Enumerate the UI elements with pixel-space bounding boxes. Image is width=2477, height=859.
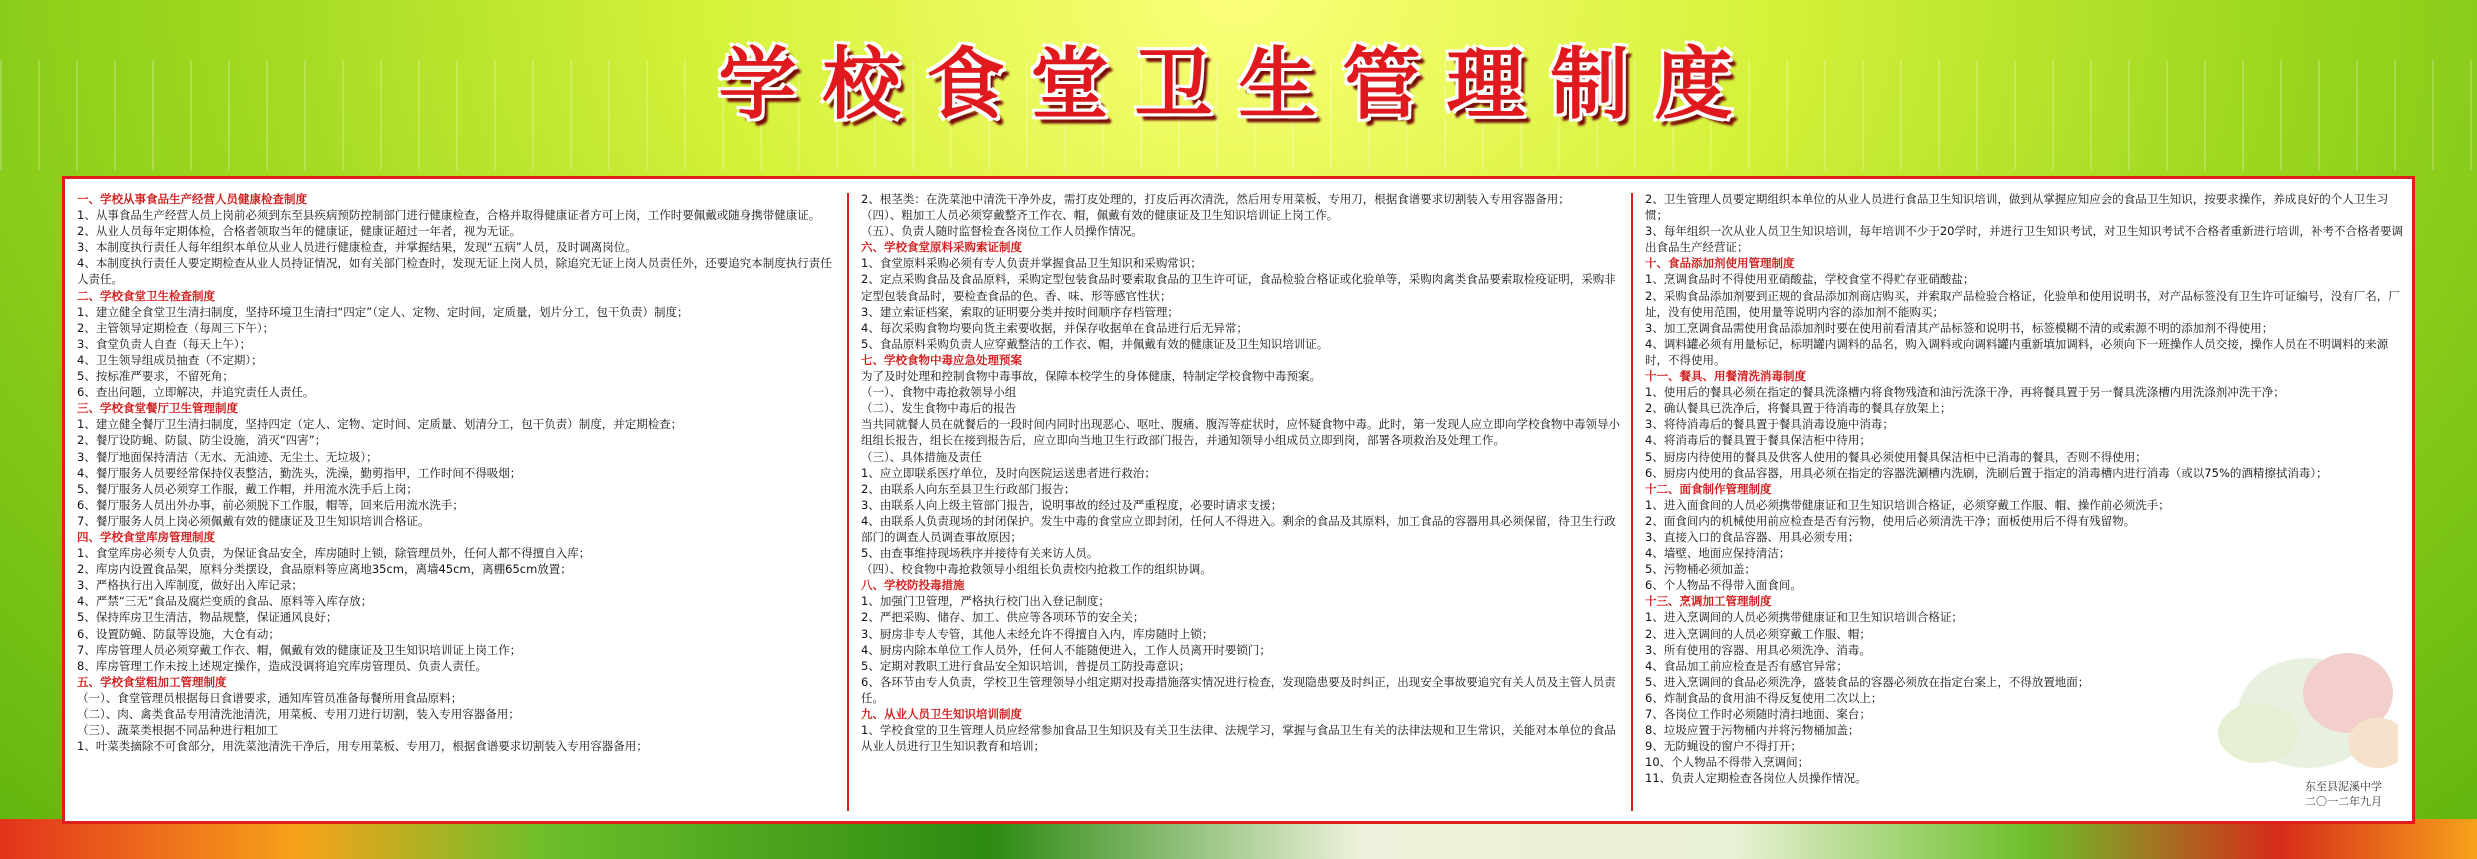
rule-line: 6、各环节由专人负责，学校卫生管理领导小组定期对投毒措施落实情况进行检查，发现隐患要及时纠正，出现安全事故要追究有关人员及主管人员责任。 xyxy=(861,674,1616,705)
rule-line: 4、墙壁、地面应保持清洁； xyxy=(1645,546,1791,561)
rule-line: 5、污物桶必须加盖； xyxy=(1645,562,1756,577)
rule-line: 3、加工烹调食品需使用食品添加剂时要在使用前看清其产品标签和说明书，标签模糊不清的或索源不明的添加剂不得使用； xyxy=(1645,320,2274,335)
rule-line: 6、炸制食品的食用油不得反复使用二次以上； xyxy=(1645,690,1883,705)
rule-line: 1、建立健全餐厅卫生清扫制度，坚持四定（定人、定物、定时间、定质量、划清分工，包干负责）制度，并定期检查； xyxy=(77,417,683,432)
section-heading: 三、学校食堂餐厅卫生管理制度 xyxy=(77,401,238,416)
rule-line: 5、进入烹调间的食品必须洗净，盛装食品的容器必须放在指定台案上，不得放置地面； xyxy=(1645,674,2090,689)
rule-line: 9、无防蝇设的窗户不得打开； xyxy=(1645,739,1802,754)
rule-line: 5、按标准严要求，不留死角； xyxy=(77,369,234,384)
poster-title: 学校食堂卫生管理制度 xyxy=(718,40,1759,130)
rule-line: 1、进入面食间的人员必须携带健康证和卫生知识培训合格证，必须穿戴工作服、帽、操作前必须洗手； xyxy=(1645,497,2170,512)
rule-line: 4、严禁“三无”食品及腐烂变质的食品、原料等入库存放； xyxy=(77,594,373,609)
rule-line: 2、进入烹调间的人员必须穿戴工作服、帽； xyxy=(1645,626,1871,641)
section-heading: 一、学校从事食品生产经营人员健康检查制度 xyxy=(77,192,307,206)
rule-line: 5、由查事维持现场秩序并接待有关来访人员。 xyxy=(861,546,1099,561)
rule-line: 2、定点采购食品及食品原料，采购定型包装食品时要索取食品的卫生许可证，食品检验合格证或化验单等，采购肉禽类食品要索取检疫证明，采购非定型包装食品时，要检查食品的色、香、味、形等感官性状； xyxy=(861,272,1616,303)
signature-date: 二〇一二年九月 xyxy=(2305,795,2382,808)
rule-line: 1、进入烹调间的人员必须携带健康证和卫生知识培训合格证； xyxy=(1645,610,1963,625)
rule-line: 4、由联系人负责现场的封闭保护。发生中毒的食堂应立即封闭，任何人不得进入。剩余的食品及其原料，加工食品的容器用具必须保留，待卫生行政部门的调查人员调查事故原因； xyxy=(861,513,1616,544)
rule-line: 8、库房管理工作未按上述规定操作，造成没调将追究库房管理员、负责人责任。 xyxy=(77,658,487,673)
rule-line: （三）、蔬菜类根据不同品种进行粗加工 xyxy=(77,723,279,738)
rule-line: （一）、食堂管理员根据每日食谱要求，通知库管员准备每餐所用食品原料； xyxy=(77,690,463,705)
section-heading: 二、学校食堂卫生检查制度 xyxy=(77,288,215,303)
rule-line: 2、从业人员每年定期体检，合格者领取当年的健康证，健康证超过一年者，视为无证。 xyxy=(77,224,522,239)
rule-line: 7、餐厅服务人员上岗必须佩戴有效的健康证及卫生知识培训合格证。 xyxy=(77,513,430,528)
section-heading: 六、学校食堂原料采购索证制度 xyxy=(861,240,1022,255)
rule-line: 2、卫生管理人员要定期组织本单位的从业人员进行食品卫生知识培训，做到从掌握应知应会的食品卫生知识，按要求操作，养成良好的个人卫生习惯； xyxy=(1645,192,2389,223)
rule-line: 1、烹调食品时不得使用亚硝酸盐，学校食堂不得贮存亚硝酸盐； xyxy=(1645,272,1975,287)
column-1 xyxy=(77,191,837,815)
rule-line: 3、所有使用的容器、用具必须洗净、消毒。 xyxy=(1645,642,1871,657)
section-heading: 八、学校防投毒措施 xyxy=(861,578,965,593)
section-heading: 七、学校食物中毒应急处理预案 xyxy=(861,352,1022,367)
rule-line: 4、餐厅服务人员要经常保持仪表整洁，勤洗头，洗澡，勤剪指甲，工作时间不得吸烟； xyxy=(77,465,522,480)
rule-line: 2、面食间内的机械使用前应检查是否有污物，使用后必须清洗干净；面板使用后不得有残留物。 xyxy=(1645,513,2136,528)
rule-line: 10、个人物品不得带入烹调间； xyxy=(1645,755,1810,770)
rule-line: 1、食堂库房必须专人负责，为保证食品安全，库房随时上锁，除管理员外，任何人都不得擅自入库； xyxy=(77,546,591,561)
rule-line: 1、从事食品生产经营人员上岗前必须到东至县疾病预防控制部门进行健康检查，合格并取得健康证者方可上岗，工作时要佩戴或随身携带健康证。 xyxy=(77,208,821,223)
rule-line: （二）、发生食物中毒后的报告 xyxy=(861,401,1017,416)
rule-line: 5、餐厅服务人员必须穿工作服，戴工作帽，并用流水洗手后上岗； xyxy=(77,481,418,496)
rule-line: 3、餐厅地面保持清洁（无水、无油迹、无尘土、无垃圾）； xyxy=(77,449,378,464)
rule-line: 3、严格执行出入库制度，做好出入库记录； xyxy=(77,578,303,593)
rule-line: 7、各岗位工作时必须随时清扫地面、案台； xyxy=(1645,707,1871,721)
rule-line: 1、叶菜类摘除不可食部分，用洗菜池清洗干净后，用专用菜板、专用刀，根据食谱要求切割装入专用容器备用； xyxy=(77,739,648,754)
rule-line: 2、主管领导定期检查（每周三下午）； xyxy=(77,320,275,335)
column-divider-2 xyxy=(1631,193,1633,811)
section-heading: 四、学校食堂库房管理制度 xyxy=(77,529,215,544)
signature-org: 东至县泥溪中学 xyxy=(2305,780,2382,793)
rule-line: 5、食品原料采购负责人应穿戴整洁的工作衣、帽，并佩戴有效的健康证及卫生知识培训证。 xyxy=(861,336,1329,351)
rule-line: 1、使用后的餐具必须在指定的餐具洗涤槽内将食物残渣和油污洗涤干净，再将餐具置于另一餐具洗涤槽内用洗涤剂冲洗干净； xyxy=(1645,385,2285,400)
rule-line: 5、定期对教职工进行食品安全知识培训，普提员工防投毒意识； xyxy=(861,658,1191,673)
section-heading: 九、从业人员卫生知识培训制度 xyxy=(861,707,1022,721)
rule-line: 2、根茎类：在洗菜池中清洗干净外皮，需打皮处理的，打皮后再次清洗，然后用专用菜板、专用刀，根据食谱要求切割装入专用容器备用； xyxy=(861,192,1570,206)
rule-line: 为了及时处理和控制食物中毒事故，保障本校学生的身体健康，特制定学校食物中毒预案。 xyxy=(861,369,1321,384)
rule-line: 4、将消毒后的餐具置于餐具保洁柜中待用； xyxy=(1645,433,1871,448)
rule-line: 8、垃圾应置于污物桶内并将污物桶加盖； xyxy=(1645,723,1860,738)
rule-line: （五）、负责人随时监督检查各岗位工作人员操作情况。 xyxy=(861,224,1143,239)
rule-line: （四）、校食物中毒抢救领导小组组长负责校内抢救工作的组织协调。 xyxy=(861,562,1212,577)
column-2 xyxy=(861,191,1621,815)
rule-line: 2、库房内设置食品架，原料分类摆设，食品原料等应离地35cm，离墙45cm，离棚65cm放置； xyxy=(77,562,572,577)
rule-line: （四）、粗加工人员必须穿戴整齐工作衣、帽，佩戴有效的健康证及卫生知识培训证上岗工作。 xyxy=(861,208,1339,223)
rule-line: 2、确认餐具已洗净后，将餐具置于待消毒的餐具存放架上； xyxy=(1645,401,1952,416)
rule-line: 2、餐厅设防蝇、防鼠、防尘设施，消灭“四害”； xyxy=(77,433,327,448)
rule-line: 3、由联系人向上级主管部门报告，说明事故的经过及严重程度，必要时请求支援； xyxy=(861,497,1283,512)
section-heading: 十一、餐具、用餐清洗消毒制度 xyxy=(1645,369,1806,384)
rule-line: 6、厨房内使用的食品容器，用具必须在指定的容器洗涮槽内洗刷，洗刷后置于指定的消毒槽内进行消毒（或以75%的酒精擦拭消毒）； xyxy=(1645,465,2328,480)
rule-line: 5、厨房内待使用的餐具及供客人使用的餐具必须使用餐具保洁柜中已消毒的餐具，否则不得使用； xyxy=(1645,449,2147,464)
rule-line: （一）、食物中毒抢救领导小组 xyxy=(861,385,1017,400)
column-divider-1 xyxy=(847,193,849,811)
rule-line: 7、库房管理人员必须穿戴工作衣、帽，佩戴有效的健康证及卫生知识培训证上岗工作； xyxy=(77,642,522,657)
rule-line: 4、本制度执行责任人要定期检查从业人员持证情况，如有关部门检查时，发现无证上岗人员，除追究无证上岗人员责任外，还要追究本制度执行责任人责任。 xyxy=(77,256,832,287)
rule-line: 2、由联系人向东至县卫生行政部门报告； xyxy=(861,481,1076,496)
rule-line: 3、直接入口的食品容器、用具必须专用； xyxy=(1645,529,1860,544)
rule-line: （二）、肉、禽类食品专用清洗池清洗，用菜板、专用刀进行切割，装入专用容器备用； xyxy=(77,707,520,721)
rule-line: 2、采购食品添加剂要到正规的食品添加剂商店购买，并索取产品检验合格证，化验单和使用说明书，对产品标签没有卫生许可证编号，没有厂名，厂址，没有使用范围，使用量等说明内容的添加剂不能购买； xyxy=(1645,288,2400,319)
rule-line: 3、食堂负责人自查（每天上午）； xyxy=(77,336,252,351)
rule-line: 6、个人物品不得带入面食间。 xyxy=(1645,578,1802,593)
rule-line: 4、调料罐必须有用量标记，标明罐内调料的品名，购入调料或向调料罐内重新填加调料，必须向下一班操作人员交接，操作人员在不明调料的来源时，不得使用。 xyxy=(1645,336,2389,367)
section-heading: 十二、面食制作管理制度 xyxy=(1645,481,1772,496)
rule-line: （三）、具体措施及责任 xyxy=(861,449,982,464)
rule-line: 1、食堂原料采购必须有专人负责并掌握食品卫生知识和采购常识； xyxy=(861,256,1202,271)
section-heading: 十、食品添加剂使用管理制度 xyxy=(1645,256,1795,271)
vegetable-border-strip xyxy=(0,819,2477,859)
rule-line: 6、查出问题，立即解决，并追究责任人责任。 xyxy=(77,385,315,400)
rule-line: 3、每年组织一次从业人员卫生知识培训，每年培训不少于20学时，并进行卫生知识考试，对卫生知识考试不合格者重新进行培训，补考不合格者要调出食品生产经营证； xyxy=(1645,224,2403,255)
rules-panel xyxy=(62,176,2415,824)
rule-line: 11、负责人定期检查各岗位人员操作情况。 xyxy=(1645,771,1867,786)
rule-line: 4、每次采购食物均要向货主索要收据，并保存收据单在食品进行后无异常； xyxy=(861,320,1248,335)
rule-line: 6、设置防蝇、防鼠等设施，大仓有动； xyxy=(77,626,280,641)
signature-block xyxy=(2305,779,2382,809)
rule-line: 3、建立索证档案，索取的证明要分类并按时间顺序存档管理； xyxy=(861,304,1179,319)
rule-line: 3、厨房非专人专管，其他人未经允许不得擅自入内，库房随时上锁； xyxy=(861,626,1214,641)
rule-line: 4、食品加工前应检查是否有感官异常； xyxy=(1645,658,1848,673)
rule-line: 1、加强门卫管理，严格执行校门出入登记制度； xyxy=(861,594,1110,609)
rule-line: 3、将待消毒后的餐具置于餐具消毒设施中消毒； xyxy=(1645,417,1894,432)
rule-line: 5、保持库房卫生清洁，物品规整，保证通风良好； xyxy=(77,610,338,625)
rule-line: 1、建立健全食堂卫生清扫制度，坚持环境卫生清扫“四定”（定人、定物、定时间，定质量，划片分工，包干负责）制度； xyxy=(77,304,689,319)
rule-line: 1、学校食堂的卫生管理人员应经常参加食品卫生知识及有关卫生法律、法规学习，掌握与食品卫生有关的法律法规和卫生常识，关能对本单位的食品从业人员进行卫生知识教育和培训； xyxy=(861,723,1616,754)
section-heading: 十三、烹调加工管理制度 xyxy=(1645,594,1772,609)
rule-line: 4、卫生领导组成员抽查（不定期）； xyxy=(77,352,263,367)
section-heading: 五、学校食堂粗加工管理制度 xyxy=(77,674,227,689)
rule-line: 2、严把采购、储存、加工、供应等各项环节的安全关； xyxy=(861,610,1145,625)
rule-line: 当共同就餐人员在就餐后的一段时间内同时出现恶心、呕吐、腹痛、腹泻等症状时，应怀疑食物中毒。此时，第一发现人应立即向学校食物中毒领导小组组长报告，组长在接到报告后，应立即向当地卫生行政部门报告，并通知领导小组成员立即到岗，部署各项救治及处理工作。 xyxy=(861,417,1620,448)
rule-line: 4、厨房内除本单位工作人员外，任何人不能随便进入，工作人员离开时要锁门； xyxy=(861,642,1271,657)
rule-line: 3、本制度执行责任人每年组织本单位从业人员进行健康检查，并掌握结果，发现“五病”人员，及时调离岗位。 xyxy=(77,240,637,255)
vegetables-illustration xyxy=(2078,593,2398,793)
rule-line: 1、应立即联系医疗单位，及时向医院运送患者进行救治； xyxy=(861,465,1156,480)
rule-line: 6、餐厅服务人员出外办事，前必须脱下工作服，帽等，回来后用流水洗手； xyxy=(77,497,464,512)
